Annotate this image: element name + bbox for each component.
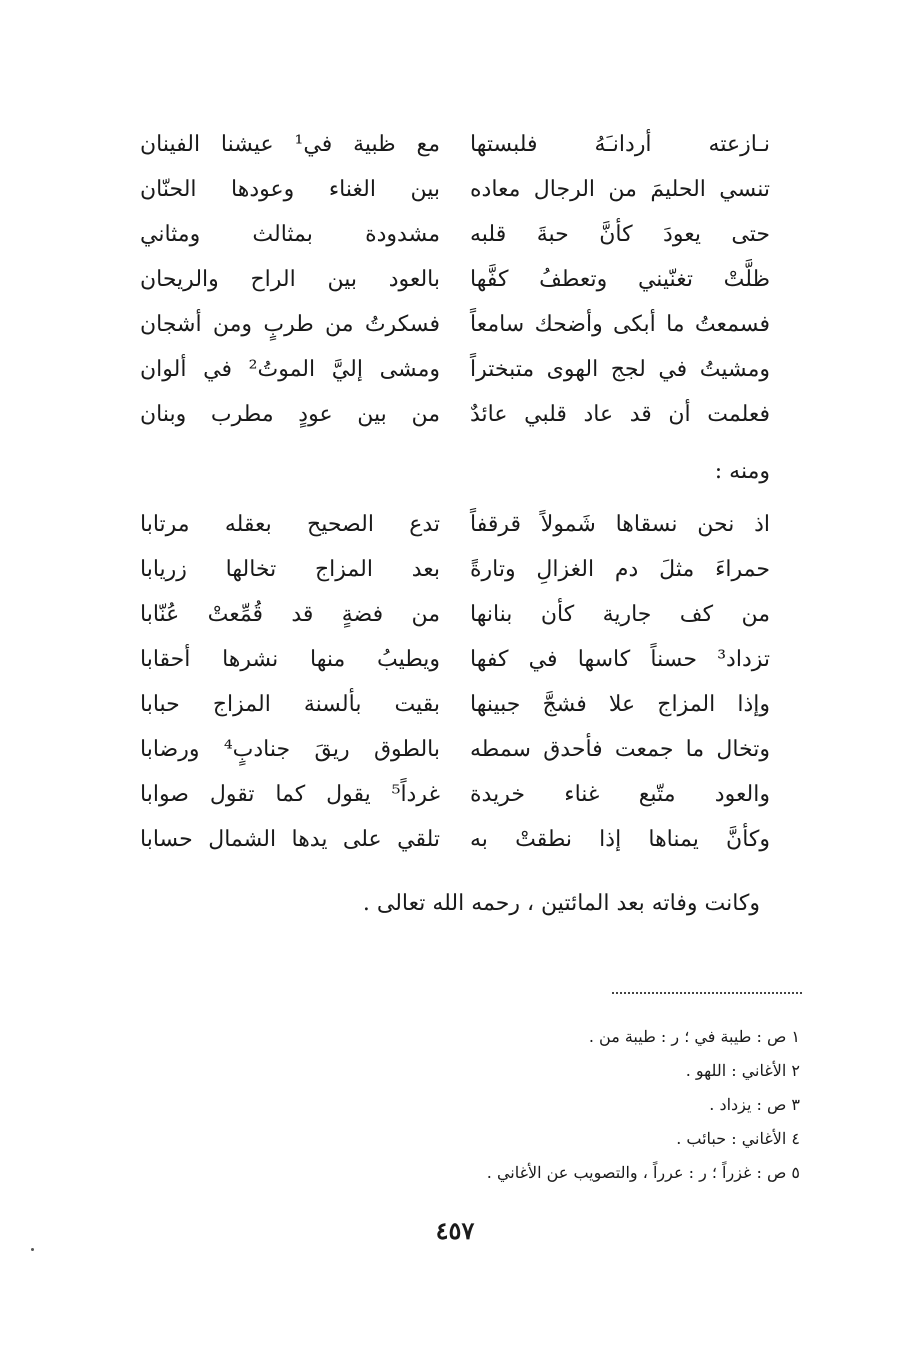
verse-first-hemistich: نـازعته أردانـَهُ فلبستها (470, 132, 770, 157)
verse-first-hemistich: حتى يعودَ كأنَّ حبةَ قلبه (470, 222, 770, 247)
verse-first-hemistich: والعود متّبع غناء خريدة (470, 782, 770, 807)
intro-line: ومنه : (714, 459, 770, 484)
verse-line (140, 167, 770, 212)
footnote-divider (612, 992, 802, 994)
verse-first-hemistich: حمراءَ مثلَ دم الغزالِ وتارةً (470, 557, 770, 582)
verse-line (140, 682, 770, 727)
verse-second-hemistich: من بين عودٍ مطرب وبنان (140, 402, 440, 427)
verse-first-hemistich: فعلمت أن قد عاد قلبي عائدٌ (470, 402, 770, 427)
poem-one (140, 122, 770, 437)
verse-second-hemistich: بالعود بين الراح والريحان (140, 267, 440, 292)
verse-first-hemistich: تزداد³ حسناً كاسها في كفها (470, 647, 770, 672)
verse-line (140, 817, 770, 862)
verse-first-hemistich: ومشيتُ في لجج الهوى متبختراً (470, 357, 770, 382)
verse-line (140, 547, 770, 592)
verse-line (140, 392, 770, 437)
verse-first-hemistich: ظلَّتْ تغنّيني وتعطفُ كفَّها (470, 267, 770, 292)
verse-second-hemistich: تدع الصحيح بعقله مرتابا (140, 512, 440, 537)
verse-first-hemistich: وتخال ما جمعت فأحدق سمطه (470, 737, 770, 762)
verse-line (140, 347, 770, 392)
footnote: ٥ ص : غزراً ؛ ر : عرراً ، والتصويب عن الأغاني . (486, 1163, 800, 1182)
verse-line (140, 502, 770, 547)
verse-second-hemistich: مشدودة بمثالث ومثاني (140, 222, 440, 247)
page-number: ٤٥٧ (435, 1216, 475, 1245)
scan-speck (31, 1248, 34, 1251)
verse-line (140, 212, 770, 257)
verse-second-hemistich: فسكرتُ من طربٍ ومن أشجان (140, 312, 440, 337)
footnote: ٤ الأغاني : حبائب . (676, 1129, 800, 1148)
verse-first-hemistich: وكأنَّ يمناها إذا نطقتْ به (470, 827, 770, 852)
verse-line (140, 257, 770, 302)
verse-second-hemistich: تلقي على يدها الشمال حسابا (140, 827, 440, 852)
verse-second-hemistich: من فضةٍ قد قُمِّعتْ عُنّابا (140, 602, 440, 627)
verse-second-hemistich: بالطوق ريقَ جنادبٍ⁴ ورضابا (140, 737, 440, 762)
verse-first-hemistich: فسمعتُ ما أبكى وأضحك سامعاً (470, 312, 770, 337)
footnote: ١ ص : طيبة في ؛ ر : طيبة من . (588, 1027, 800, 1046)
verse-line (140, 727, 770, 772)
verse-second-hemistich: مع ظبية في¹ عيشنا الفينان (140, 132, 440, 157)
verse-first-hemistich: تنسي الحليمَ من الرجال معاده (470, 177, 770, 202)
verse-second-hemistich: بين الغناء وعودها الحنّان (140, 177, 440, 202)
closing-line: وكانت وفاته بعد المائتين ، رحمه الله تعالى . (362, 891, 760, 916)
verse-first-hemistich: وإذا المزاج علا فشجَّ جبينها (470, 692, 770, 717)
verse-second-hemistich: بقيت بألسنة المزاج حبابا (140, 692, 440, 717)
verse-line (140, 637, 770, 682)
footnotes (200, 1020, 800, 1190)
footnote: ٣ ص : يزداد . (709, 1095, 800, 1114)
footnote: ٢ الأغاني : اللهو . (685, 1061, 800, 1080)
verse-second-hemistich: غرداً⁵ يقول كما تقول صوابا (140, 782, 440, 807)
poem-two (140, 502, 770, 862)
verse-line (140, 122, 770, 167)
verse-second-hemistich: ومشى إليَّ الموتُ² في ألوان (140, 357, 440, 382)
verse-first-hemistich: من كف جارية كأن بنانها (470, 602, 770, 627)
verse-second-hemistich: بعد المزاج تخالها زريابا (140, 557, 440, 582)
verse-line (140, 302, 770, 347)
verse-line (140, 592, 770, 637)
verse-second-hemistich: ويطيبُ منها نشرها أحقابا (140, 647, 440, 672)
verse-first-hemistich: اذ نحن نسقاها شَمولاً قرقفاً (470, 512, 770, 537)
verse-line (140, 772, 770, 817)
